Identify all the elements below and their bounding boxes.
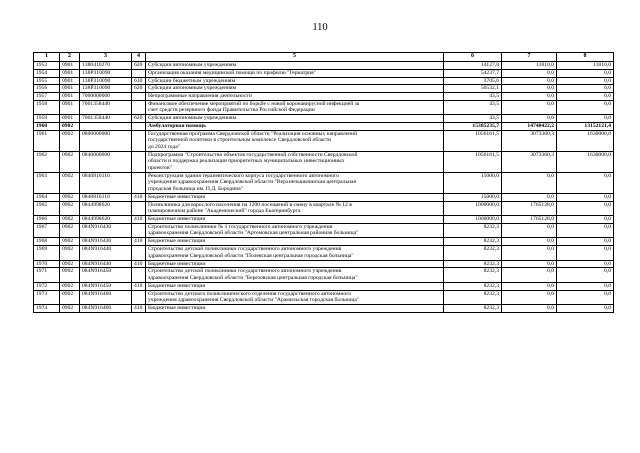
amount-year-3-cell: 13152121,4 (557, 123, 614, 131)
amount-year-2-cell: 0,0 (502, 238, 557, 246)
expense-type-cell: 410 (132, 260, 146, 268)
row-number-cell: 1954 (34, 69, 60, 77)
table-row (34, 268, 614, 282)
page-number: 110 (312, 22, 328, 33)
table-row (34, 260, 614, 268)
description-cell: Строительство детской поликлиники государственного автономного учреждения здравоохранения Свердловской области "Полевская центральная городская больница" (146, 246, 444, 260)
target-article-cell: 138P310090 (80, 85, 132, 93)
target-article-cell: 1380410270 (80, 62, 132, 70)
amount-year-2-cell: 0,0 (502, 268, 557, 282)
section-code-cell: 0902 (60, 282, 80, 290)
expense-type-cell (132, 201, 146, 215)
amount-year-3-cell: 0,0 (557, 223, 614, 237)
amount-year-1-cell: 3705,6 (444, 77, 502, 85)
expense-type-cell (132, 151, 146, 172)
description-cell: Бюджетные инвестиции (146, 238, 444, 246)
description-cell: Бюджетные инвестиции (146, 260, 444, 268)
row-number-cell: 1965 (34, 201, 60, 215)
description-cell: Субсидии автономным учреждениям (146, 85, 444, 93)
amount-year-2-cell: 0,0 (502, 69, 557, 77)
row-number-cell: 1960 (34, 123, 60, 131)
description-cell: Подпрограмма "Строительство объектов государственной собственности Свердловской области и поддержка реализации приоритетных муниципальных инвестиционных проектов" (146, 151, 444, 172)
amount-year-1-cell: 50532,1 (444, 85, 502, 93)
description-cell: Организация оказания медицинской помощи по профилю "Гериатрия" (146, 69, 444, 77)
expense-type-cell: 410 (132, 304, 146, 312)
amount-year-3-cell: 0,0 (557, 93, 614, 101)
column-header: 7 (502, 53, 557, 62)
expense-type-cell: 610 (132, 77, 146, 85)
section-code-cell: 0902 (60, 216, 80, 224)
amount-year-3-cell: 0,0 (557, 304, 614, 312)
table-row (34, 93, 614, 101)
description-cell: Строительство детского поликлинического отделения государственного автономного учреждения здравоохранения Свердловской области "Арамильская городская больница" (146, 290, 444, 304)
amount-year-3-cell: 11810,0 (557, 62, 614, 70)
amount-year-2-cell: 0,0 (502, 77, 557, 85)
amount-year-2-cell: 0,0 (502, 93, 557, 101)
column-header: 1 (34, 53, 60, 62)
expense-type-cell (132, 123, 146, 131)
target-article-cell: 084N916440 (80, 260, 132, 268)
section-code-cell: 0901 (60, 85, 80, 93)
row-number-cell: 1974 (34, 304, 60, 312)
row-number-cell: 1957 (34, 93, 60, 101)
table-row (34, 201, 614, 215)
table-row (34, 304, 614, 312)
expense-type-cell: 410 (132, 282, 146, 290)
section-code-cell: 0901 (60, 69, 80, 77)
row-number-cell: 1967 (34, 223, 60, 237)
amount-year-1-cell: 8232,3 (444, 290, 502, 304)
amount-year-1-cell: 43,5 (444, 115, 502, 123)
column-header: 3 (80, 53, 132, 62)
section-code-cell: 0901 (60, 115, 80, 123)
column-header: 6 (444, 53, 502, 62)
amount-year-2-cell: 0,0 (502, 115, 557, 123)
description-cell: Субсидии автономным учреждениям (146, 62, 444, 70)
section-code-cell: 0902 (60, 130, 80, 151)
target-article-cell: 084N916430 (80, 238, 132, 246)
amount-year-2-cell: 0,0 (502, 246, 557, 260)
expense-type-cell: 620 (132, 115, 146, 123)
expense-type-cell (132, 69, 146, 77)
amount-year-1-cell: 14127,8 (444, 62, 502, 70)
table-row (34, 223, 614, 237)
table-row (34, 246, 614, 260)
expense-type-cell (132, 130, 146, 151)
amount-year-3-cell: 1630000,0 (557, 151, 614, 172)
amount-year-1-cell: 1000000,0 (444, 201, 502, 215)
amount-year-3-cell: 0,0 (557, 201, 614, 215)
amount-year-1-cell: 43,5 (444, 100, 502, 114)
amount-year-3-cell: 0,0 (557, 115, 614, 123)
description-cell: Строительство детской поликлиники государственного автономного учреждения здравоохранения Свердловской области "Березовская центральная городская больница" (146, 268, 444, 282)
column-header: 8 (557, 53, 614, 62)
row-number-cell: 1956 (34, 85, 60, 93)
row-number-cell: 1969 (34, 246, 60, 260)
expense-type-cell (132, 93, 146, 101)
row-number-cell: 1972 (34, 282, 60, 290)
section-code-cell: 0902 (60, 201, 80, 215)
description-cell: Реконструкция здания терапевтического корпуса государственного автономного учреждения здравоохранения Свердловской области "Верхнепышминская центральная городская больница им. П.Д. Бородина" (146, 172, 444, 193)
target-article-cell: 084N916450 (80, 282, 132, 290)
target-article-cell: 084N916450 (80, 268, 132, 282)
table-row (34, 62, 614, 70)
amount-year-1-cell: 8232,3 (444, 260, 502, 268)
amount-year-3-cell: 0,0 (557, 216, 614, 224)
target-article-cell: 7000000000 (80, 93, 132, 101)
amount-year-2-cell: 0,0 (502, 260, 557, 268)
target-article-cell (80, 123, 132, 131)
target-article-cell: 084N916430 (80, 223, 132, 237)
row-number-cell: 1966 (34, 216, 60, 224)
table-row (34, 238, 614, 246)
row-number-cell: 1962 (34, 151, 60, 172)
target-article-cell: 138P310090 (80, 77, 132, 85)
amount-year-1-cell: 1056161,5 (444, 151, 502, 172)
table-row (34, 130, 614, 151)
section-code-cell: 0901 (60, 93, 80, 101)
amount-year-1-cell: 8232,3 (444, 268, 502, 282)
row-number-cell: 1958 (34, 100, 60, 114)
target-article-cell: 138P310090 (80, 69, 132, 77)
description-cell: Бюджетные инвестиции (146, 216, 444, 224)
target-article-cell: 084N916460 (80, 290, 132, 304)
amount-year-2-cell: 3073360,3 (502, 151, 557, 172)
section-code-cell: 0901 (60, 100, 80, 114)
expense-type-cell: 410 (132, 238, 146, 246)
amount-year-1-cell: 43,5 (444, 93, 502, 101)
amount-year-1-cell: 8232,3 (444, 238, 502, 246)
amount-year-2-cell: 11810,0 (502, 62, 557, 70)
row-number-cell: 1963 (34, 172, 60, 193)
table-row (34, 216, 614, 224)
row-number-cell: 1961 (34, 130, 60, 151)
table-row (34, 193, 614, 201)
column-header: 4 (132, 53, 146, 62)
amount-year-3-cell: 0,0 (557, 260, 614, 268)
description-cell: Субсидии бюджетным учреждениям (146, 77, 444, 85)
section-code-cell: 0902 (60, 193, 80, 201)
target-article-cell: 084N916440 (80, 246, 132, 260)
amount-year-1-cell: 1056161,5 (444, 130, 502, 151)
table-row (34, 123, 614, 131)
section-code-cell: 0902 (60, 304, 80, 312)
description-cell: Бюджетные инвестиции (146, 193, 444, 201)
row-number-cell: 1959 (34, 115, 60, 123)
expense-type-cell (132, 246, 146, 260)
section-code-cell: 0902 (60, 290, 80, 304)
amount-year-2-cell: 14740422,2 (502, 123, 557, 131)
amount-year-3-cell: 1630000,0 (557, 130, 614, 151)
row-number-cell: 1970 (34, 260, 60, 268)
amount-year-2-cell: 0,0 (502, 290, 557, 304)
table-row (34, 77, 614, 85)
description-cell: Поликлиника для взрослого населения на 1200 посещений в смену в квартале № 12 в планировочном районе "Академический" города Екатеринбурга (146, 201, 444, 215)
table-header-row (34, 53, 614, 62)
budget-table (33, 52, 614, 313)
amount-year-3-cell: 0,0 (557, 77, 614, 85)
section-code-cell: 0902 (60, 151, 80, 172)
amount-year-3-cell: 0,0 (557, 69, 614, 77)
amount-year-2-cell: 0,0 (502, 304, 557, 312)
expense-type-cell (132, 290, 146, 304)
amount-year-1-cell: 8232,3 (444, 282, 502, 290)
row-number-cell: 1971 (34, 268, 60, 282)
amount-year-1-cell: 15000,0 (444, 172, 502, 193)
table-row (34, 290, 614, 304)
target-article-cell: 084N916460 (80, 304, 132, 312)
amount-year-3-cell: 0,0 (557, 100, 614, 114)
section-code-cell: 0901 (60, 62, 80, 70)
target-article-cell: 0840000000 (80, 151, 132, 172)
target-article-cell: 7001358440 (80, 100, 132, 114)
amount-year-1-cell: 8232,3 (444, 246, 502, 260)
table-row (34, 69, 614, 77)
amount-year-2-cell: 1765128,0 (502, 201, 557, 215)
expense-type-cell: 620 (132, 85, 146, 93)
amount-year-3-cell: 0,0 (557, 172, 614, 193)
section-code-cell: 0902 (60, 123, 80, 131)
column-header: 5 (146, 53, 444, 62)
section-code-cell: 0902 (60, 268, 80, 282)
description-cell: Строительство поликлиники № 1 государственного автономного учреждения здравоохранения Свердловской области "Артемовская центральная районная больница" (146, 223, 444, 237)
table-row (34, 100, 614, 114)
expense-type-cell (132, 268, 146, 282)
amount-year-2-cell: 0,0 (502, 223, 557, 237)
section-code-cell: 0902 (60, 172, 80, 193)
amount-year-3-cell: 0,0 (557, 246, 614, 260)
amount-year-2-cell: 3073360,3 (502, 130, 557, 151)
amount-year-1-cell: 8232,3 (444, 223, 502, 237)
amount-year-3-cell: 0,0 (557, 193, 614, 201)
expense-type-cell (132, 100, 146, 114)
section-code-cell: 0902 (60, 246, 80, 260)
description-cell: Бюджетные инвестиции (146, 304, 444, 312)
amount-year-1-cell: 15385235,7 (444, 123, 502, 131)
target-article-cell: 7001358440 (80, 115, 132, 123)
amount-year-2-cell: 0,0 (502, 282, 557, 290)
target-article-cell: 0840816110 (80, 193, 132, 201)
amount-year-3-cell: 0,0 (557, 85, 614, 93)
description-cell: Непрограммные направления деятельности (146, 93, 444, 101)
row-number-cell: 1955 (34, 77, 60, 85)
amount-year-3-cell: 0,0 (557, 290, 614, 304)
table-row (34, 151, 614, 172)
column-header: 2 (60, 53, 80, 62)
table-row (34, 115, 614, 123)
target-article-cell: 0840816110 (80, 172, 132, 193)
description-cell: Государственная программа Свердловской области "Реализация основных направлений государственной политики в строительном комплексе Свердловской области до 2024 года" (146, 130, 444, 151)
target-article-cell: 0844998620 (80, 216, 132, 224)
description-cell: Субсидии автономным учреждениям (146, 115, 444, 123)
amount-year-1-cell: 1000000,0 (444, 216, 502, 224)
row-number-cell: 1968 (34, 238, 60, 246)
amount-year-2-cell: 1765128,0 (502, 216, 557, 224)
row-number-cell: 1973 (34, 290, 60, 304)
table-row (34, 172, 614, 193)
expense-type-cell: 620 (132, 62, 146, 70)
amount-year-3-cell: 0,0 (557, 268, 614, 282)
description-cell: Бюджетные инвестиции (146, 282, 444, 290)
description-cell: Амбулаторная помощь (146, 123, 444, 131)
expense-type-cell: 410 (132, 193, 146, 201)
target-article-cell: 0844998620 (80, 201, 132, 215)
amount-year-3-cell: 0,0 (557, 238, 614, 246)
row-number-cell: 1953 (34, 62, 60, 70)
amount-year-1-cell: 15000,0 (444, 193, 502, 201)
section-code-cell: 0902 (60, 260, 80, 268)
expense-type-cell (132, 223, 146, 237)
expense-type-cell (132, 172, 146, 193)
amount-year-1-cell: 8232,3 (444, 304, 502, 312)
description-cell: Финансовое обеспечение мероприятий по борьбе с новой коронавирусной инфекцией за счет средств резервного фонда Правительства Российской Федерации (146, 100, 444, 114)
amount-year-2-cell: 0,0 (502, 100, 557, 114)
row-number-cell: 1964 (34, 193, 60, 201)
amount-year-1-cell: 54237,7 (444, 69, 502, 77)
table-row (34, 282, 614, 290)
section-code-cell: 0901 (60, 77, 80, 85)
amount-year-2-cell: 0,0 (502, 193, 557, 201)
expense-type-cell: 410 (132, 216, 146, 224)
table-row (34, 85, 614, 93)
section-code-cell: 0902 (60, 238, 80, 246)
amount-year-2-cell: 0,0 (502, 85, 557, 93)
amount-year-3-cell: 0,0 (557, 282, 614, 290)
amount-year-2-cell: 0,0 (502, 172, 557, 193)
section-code-cell: 0902 (60, 223, 80, 237)
target-article-cell: 0800000000 (80, 130, 132, 151)
